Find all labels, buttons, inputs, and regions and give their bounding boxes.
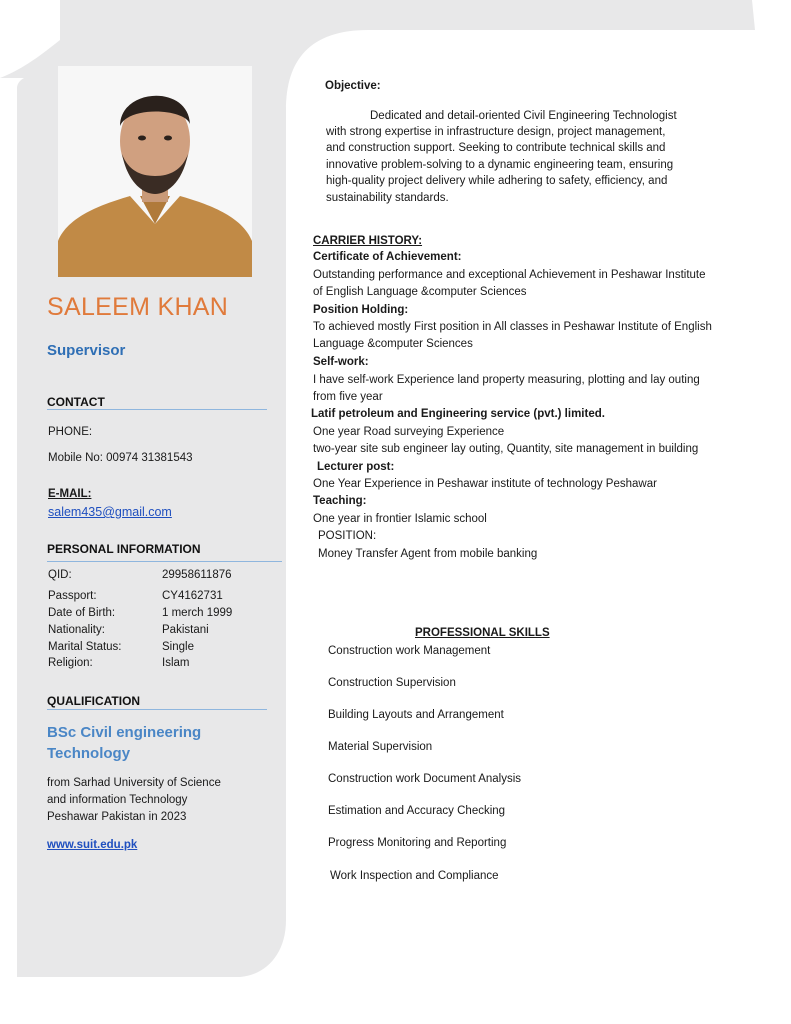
profile-photo xyxy=(58,66,252,277)
objective-line: with strong expertise in infrastructure design, project management, xyxy=(326,126,666,138)
skills-heading: PROFESSIONAL SKILLS xyxy=(415,627,550,639)
objective-line: and construction support. Seeking to contribute technical skills and xyxy=(326,142,666,154)
skill-item: Progress Monitoring and Reporting xyxy=(328,837,507,849)
certificate-line: Outstanding performance and exceptional Achievement in Peshawar Institute xyxy=(313,269,706,281)
certificate-title: Certificate of Achievement: xyxy=(313,251,462,263)
degree-line-1: BSc Civil engineering xyxy=(47,724,202,741)
position-line: Money Transfer Agent from mobile banking xyxy=(318,548,538,560)
employer-line: two-year site sub engineer lay outing, Quantity, site management in building xyxy=(313,443,699,455)
objective-heading: Objective: xyxy=(325,80,381,92)
objective-line: innovative problem-solving to a dynamic engineering team, ensuring xyxy=(326,159,674,171)
personal-info-value: 29958611876 xyxy=(162,569,232,581)
qualification-heading: QUALIFICATION xyxy=(47,694,141,708)
certificate-line: of English Language &computer Sciences xyxy=(313,286,527,298)
university-line-2: and information Technology xyxy=(47,794,188,806)
phone-label: PHONE: xyxy=(48,426,93,438)
contact-divider xyxy=(47,409,267,410)
personal-info-label: Religion: xyxy=(48,657,93,669)
position-label: POSITION: xyxy=(318,530,377,542)
personal-info-heading: PERSONAL INFORMATION xyxy=(47,542,201,556)
personal-info-value: Single xyxy=(162,641,194,653)
skill-item: Material Supervision xyxy=(328,741,433,753)
personal-info-row xyxy=(48,590,278,606)
personal-info-value: Islam xyxy=(162,657,190,669)
personal-info-row xyxy=(48,569,278,585)
personal-info-row xyxy=(48,607,278,623)
self-work-line: from five year xyxy=(313,391,383,403)
personal-info-row xyxy=(48,657,278,673)
university-website-link[interactable]: www.suit.edu.pk xyxy=(47,839,138,851)
contact-heading: CONTACT xyxy=(47,395,105,409)
teaching-title: Teaching: xyxy=(313,495,367,507)
mobile-number: Mobile No: 00974 31381543 xyxy=(48,452,193,464)
university-line-1: from Sarhad University of Science xyxy=(47,777,221,789)
personal-info-row xyxy=(48,624,278,640)
skill-item: Construction work Document Analysis xyxy=(328,773,522,785)
objective-line: sustainability standards. xyxy=(326,192,449,204)
objective-line: high-quality project delivery while adhering to safety, efficiency, and xyxy=(326,175,668,187)
skill-item: Estimation and Accuracy Checking xyxy=(328,805,506,817)
self-work-title: Self-work: xyxy=(313,356,369,368)
position-holding-title: Position Holding: xyxy=(313,304,409,316)
position-holding-line: Language &computer Sciences xyxy=(313,338,473,350)
self-work-line: I have self-work Experience land property measuring, plotting and lay outing xyxy=(313,374,700,386)
employer-title: Latif petroleum and Engineering service (pvt.) limited. xyxy=(311,408,605,420)
personal-info-label: Date of Birth: xyxy=(48,607,116,619)
degree-line-2: Technology xyxy=(47,745,131,762)
job-role: Supervisor xyxy=(47,342,126,359)
objective-line: Dedicated and detail-oriented Civil Engineering Technologist xyxy=(370,110,677,122)
skill-item: Building Layouts and Arrangement xyxy=(328,709,504,721)
personal-info-label: Marital Status: xyxy=(48,641,122,653)
skill-item: Construction work Management xyxy=(328,645,491,657)
skill-item: Construction Supervision xyxy=(328,677,456,689)
history-heading: CARRIER HISTORY: xyxy=(313,235,423,247)
qualification-divider xyxy=(47,709,267,710)
personal-info-value: CY4162731 xyxy=(162,590,223,602)
personal-info-label: QID: xyxy=(48,569,72,581)
personal-info-value: Pakistani xyxy=(162,624,209,636)
personal-info-row xyxy=(48,641,278,657)
email-label: E-MAIL: xyxy=(48,488,92,500)
skill-item: Work Inspection and Compliance xyxy=(330,870,499,882)
candidate-name: SALEEM KHAN xyxy=(47,293,229,321)
employer-line: One year Road surveying Experience xyxy=(313,426,505,438)
personal-info-label: Nationality: xyxy=(48,624,105,636)
lecturer-line: One Year Experience in Peshawar institute of technology Peshawar xyxy=(313,478,657,490)
personal-info-label: Passport: xyxy=(48,590,97,602)
position-holding-line: To achieved mostly First position in All classes in Peshawar Institute of English xyxy=(313,321,712,333)
personal-info-divider xyxy=(47,561,282,562)
university-line-3: Peshawar Pakistan in 2023 xyxy=(47,811,187,823)
lecturer-title: Lecturer post: xyxy=(317,461,395,473)
email-link[interactable]: salem435@gmail.com xyxy=(48,505,172,519)
teaching-line: One year in frontier Islamic school xyxy=(313,513,487,525)
personal-info-value: 1 merch 1999 xyxy=(162,607,233,619)
